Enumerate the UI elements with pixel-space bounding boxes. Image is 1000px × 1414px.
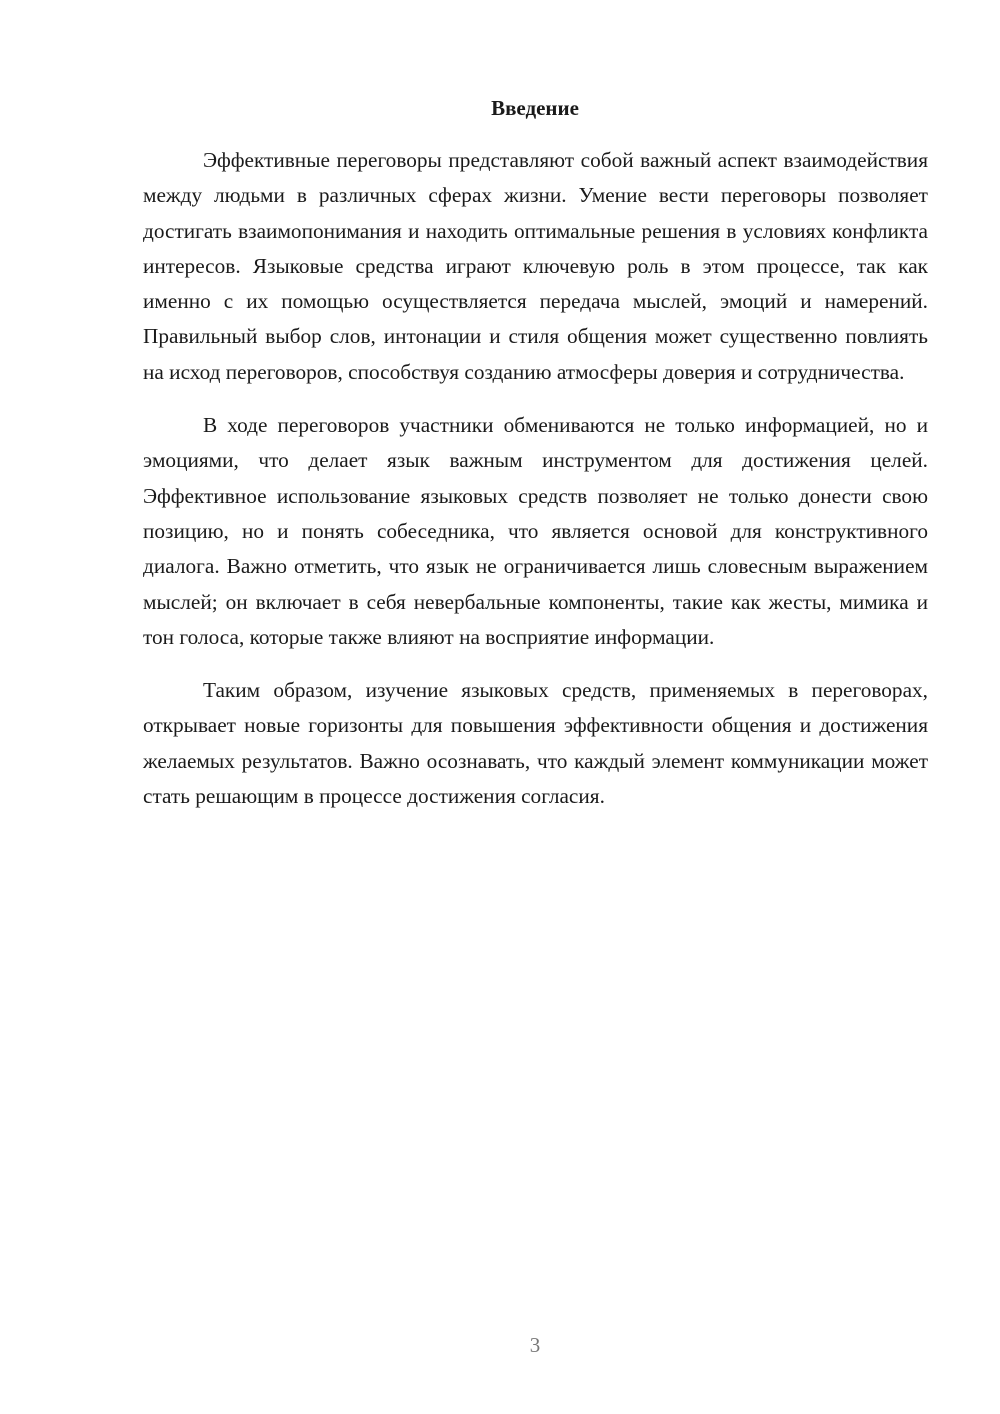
paragraph-2: В ходе переговоров участники обмениваются не только информацией, но и эмоциями, что делает язык важным инструментом для достижения целей. Эффективное использование языковых средств позволяет не только донести свою позицию, но и понять собеседника, что является основой для конструктивного диалога. Важно отметить, что язык не ограничивается лишь словесным выражением мыслей; он включает в себя невербальные компоненты, такие как жесты, мимика и тон голоса, которые также влияют на восприятие информации. [143, 413, 928, 649]
page-number: 3 [529, 1333, 541, 1357]
paragraph-3: Таким образом, изучение языковых средств, применяемых в переговорах, открывает новые горизонты для повышения эффективности общения и достижения желаемых результатов. Важно осознавать, что каждый элемент коммуникации может стать решающим в процессе достижения согласия. [143, 678, 928, 809]
paragraph-1: Эффективные переговоры представляют собой важный аспект взаимодействия между людьми в различных сферах жизни. Умение вести переговоры позволяет достигать взаимопонимания и находить оптимальные решения в условиях конфликта интересов. Языковые средства играют ключевую роль в этом процессе, так как именно с их помощью осуществляется передача мыслей, эмоций и намерений. Правильный выбор слов, интонации и стиля общения может существенно повлиять на исход переговоров, способствуя созданию атмосферы доверия и сотрудничества. [143, 148, 928, 384]
section-heading: Введение [491, 96, 579, 120]
body-text [143, 143, 928, 832]
